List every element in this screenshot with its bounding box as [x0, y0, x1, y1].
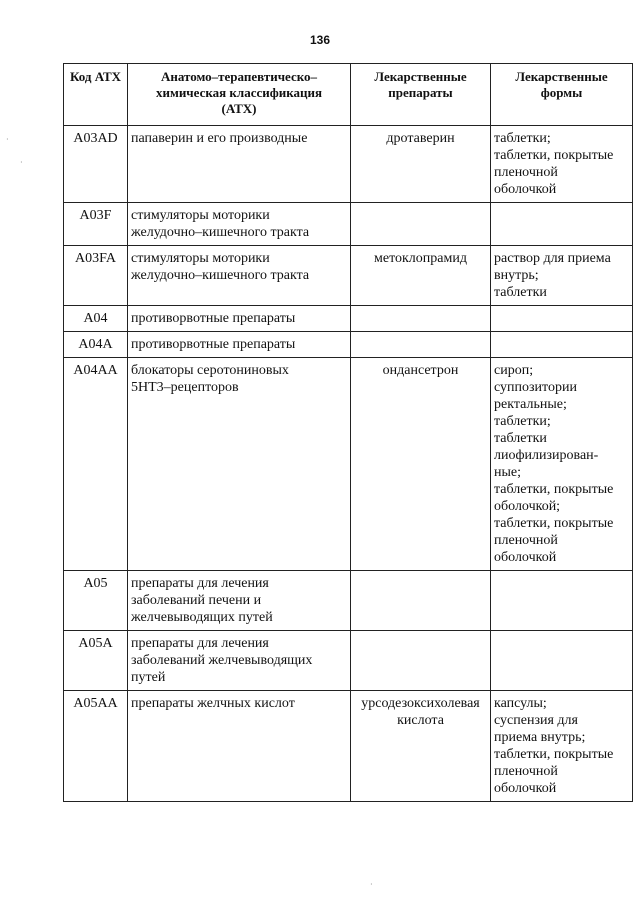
drug-line: ондансетрон: [382, 363, 459, 378]
classification-line: противорвотные препараты: [131, 337, 296, 352]
classification-cell: [128, 246, 351, 306]
classification-line: препараты для лечения: [131, 576, 269, 591]
header-classification-line: (АТХ): [221, 101, 257, 116]
dosage-form-line: оболочкой: [494, 550, 557, 565]
dosage-form-line: ные;: [494, 465, 522, 480]
header-drugs-line: Лекарственные: [374, 69, 467, 84]
dosage-forms-cell: [491, 246, 633, 306]
dosage-form-line: таблетки: [494, 285, 547, 300]
drug-cell: [351, 306, 491, 332]
dosage-form-line: таблетки: [494, 431, 547, 446]
table-row: [64, 571, 633, 631]
classification-line: препараты желчных кислот: [131, 696, 295, 711]
dosage-form-line: капсулы;: [494, 696, 547, 711]
classification-cell: [128, 306, 351, 332]
header-classification-line: Анатомо–терапевтическо–: [160, 69, 318, 84]
table-row: [64, 358, 633, 571]
atx-code-cell: A05A: [64, 631, 128, 691]
dosage-form-line: пленочной: [494, 764, 558, 779]
table-row: [64, 246, 633, 306]
classification-cell: [128, 691, 351, 802]
classification-line: желудочно–кишечного тракта: [131, 225, 310, 240]
dosage-form-line: таблетки;: [494, 414, 551, 429]
scan-speck: ·: [6, 135, 9, 144]
table-header-row: [64, 64, 633, 126]
dosage-form-line: таблетки;: [494, 131, 551, 146]
classification-line: заболеваний печени и: [131, 593, 262, 608]
header-forms: [491, 64, 633, 126]
header-classification: [128, 64, 351, 126]
classification-line: стимуляторы моторики: [131, 208, 270, 223]
header-classification-line: химическая классификация: [155, 85, 323, 100]
classification-line: желчевыводящих путей: [131, 610, 273, 625]
classification-cell: [128, 358, 351, 571]
drug-line: кислота: [397, 713, 444, 728]
atx-code-cell: A05: [64, 571, 128, 631]
drug-cell: [351, 358, 491, 571]
dosage-form-line: раствор для приема: [494, 251, 611, 266]
atx-code-cell: A04: [64, 306, 128, 332]
dosage-form-line: таблетки, покрытые: [494, 482, 614, 497]
dosage-form-line: таблетки, покрытые: [494, 747, 614, 762]
table-row: [64, 691, 633, 802]
table-row: [64, 126, 633, 203]
dosage-form-line: пленочной: [494, 533, 558, 548]
dosage-forms-cell: [491, 332, 633, 358]
page-number: 136: [309, 33, 331, 47]
dosage-forms-cell: [491, 691, 633, 802]
table-row: [64, 306, 633, 332]
dosage-forms-cell: [491, 126, 633, 203]
dosage-forms-cell: [491, 306, 633, 332]
classification-line: 5НТ3–рецепторов: [131, 380, 239, 395]
classification-cell: [128, 203, 351, 246]
classification-line: путей: [131, 670, 166, 685]
dosage-forms-cell: [491, 631, 633, 691]
classification-line: папаверин и его производные: [131, 131, 308, 146]
dosage-form-line: пленочной: [494, 165, 558, 180]
scan-speck: ·: [370, 880, 373, 889]
atx-code-cell: A03FA: [64, 246, 128, 306]
header-code: Код АТХ: [64, 64, 128, 126]
atx-code-cell: A05AA: [64, 691, 128, 802]
table-row: [64, 631, 633, 691]
drug-cell: [351, 631, 491, 691]
drug-cell: [351, 691, 491, 802]
atx-drug-table: [63, 63, 633, 802]
atx-code-cell: A03AD: [64, 126, 128, 203]
classification-line: желудочно–кишечного тракта: [131, 268, 310, 283]
classification-line: стимуляторы моторики: [131, 251, 270, 266]
header-drugs-line: препараты: [388, 85, 453, 100]
dosage-form-line: оболочкой: [494, 182, 557, 197]
drug-line: дротаверин: [386, 131, 455, 146]
table-row: [64, 332, 633, 358]
drug-cell: [351, 571, 491, 631]
atx-code-cell: A04A: [64, 332, 128, 358]
classification-line: заболеваний желчевыводящих: [131, 653, 313, 668]
header-forms-line: формы: [540, 85, 583, 100]
dosage-form-line: внутрь;: [494, 268, 539, 283]
dosage-forms-cell: [491, 203, 633, 246]
classification-cell: [128, 571, 351, 631]
table-body: [64, 126, 633, 802]
dosage-forms-cell: [491, 571, 633, 631]
dosage-form-line: таблетки, покрытые: [494, 516, 614, 531]
drug-line: урсодезоксихолевая: [361, 696, 480, 711]
dosage-form-line: таблетки, покрытые: [494, 148, 614, 163]
dosage-form-line: оболочкой;: [494, 499, 561, 514]
classification-cell: [128, 126, 351, 203]
drug-cell: [351, 246, 491, 306]
classification-cell: [128, 631, 351, 691]
dosage-form-line: лиофилизирован-: [494, 448, 599, 463]
dosage-form-line: суспензия для: [494, 713, 578, 728]
atx-code-cell: A03F: [64, 203, 128, 246]
table-row: [64, 203, 633, 246]
dosage-form-line: сироп;: [494, 363, 534, 378]
dosage-form-line: суппозитории: [494, 380, 577, 395]
drug-cell: [351, 126, 491, 203]
classification-line: препараты для лечения: [131, 636, 269, 651]
dosage-form-line: приема внутрь;: [494, 730, 586, 745]
atx-code-cell: A04AA: [64, 358, 128, 571]
drug-line: метоклопрамид: [374, 251, 467, 266]
classification-line: противорвотные препараты: [131, 311, 296, 326]
dosage-forms-cell: [491, 358, 633, 571]
dosage-form-line: оболочкой: [494, 781, 557, 796]
drug-cell: [351, 203, 491, 246]
classification-line: блокаторы серотониновых: [131, 363, 289, 378]
header-drugs: [351, 64, 491, 126]
scan-speck: ·: [20, 158, 23, 167]
header-forms-line: Лекарственные: [515, 69, 608, 84]
dosage-form-line: ректальные;: [494, 397, 567, 412]
drug-cell: [351, 332, 491, 358]
classification-cell: [128, 332, 351, 358]
